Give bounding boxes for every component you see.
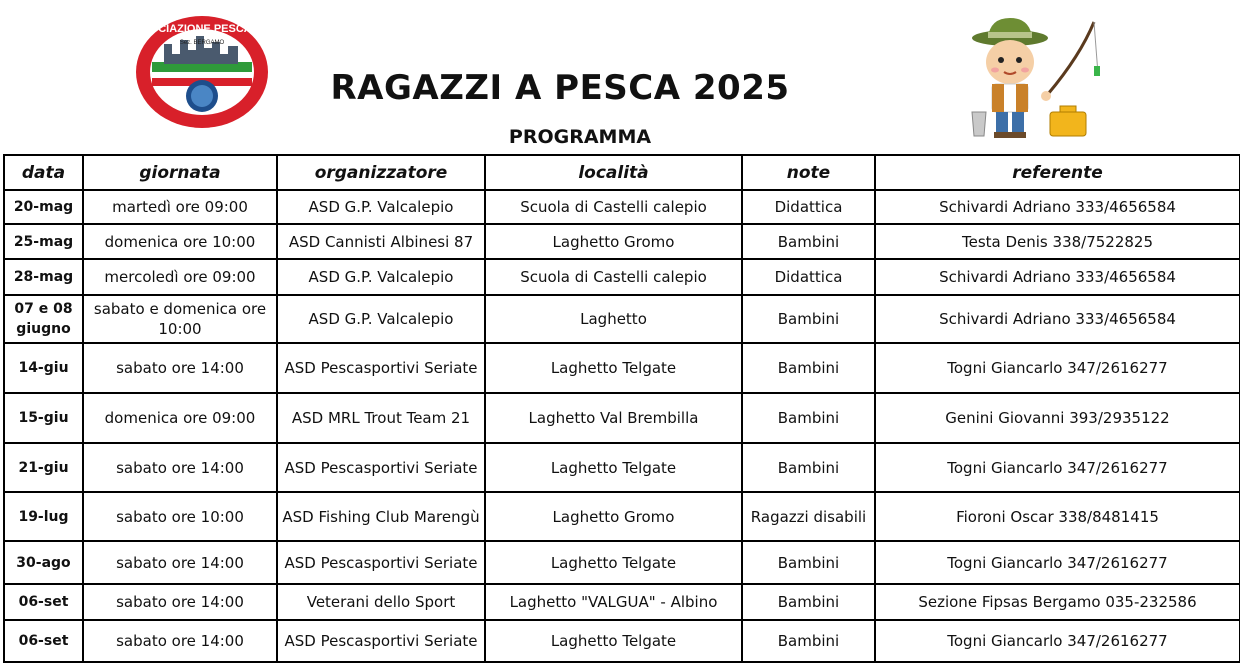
cell-referente: Togni Giancarlo 347/2616277 [875,541,1240,584]
column-header-giornata: giornata [83,155,277,190]
cell-localita: Laghetto Telgate [485,541,742,584]
column-header-localita: località [485,155,742,190]
cell-organizzatore: ASD G.P. Valcalepio [277,259,485,295]
cell-data: 19-lug [4,492,83,541]
cell-organizzatore: ASD G.P. Valcalepio [277,190,485,224]
cell-referente: Schivardi Adriano 333/4656584 [875,190,1240,224]
table-row [4,492,1240,541]
cell-organizzatore: ASD Pescasportivi Seriate [277,541,485,584]
page-subtitle: PROGRAMMA [508,126,652,148]
cell-organizzatore: Veterani dello Sport [277,584,485,620]
cell-data: 06-set [4,620,83,662]
cell-note: Bambini [742,620,875,662]
table-header-row [4,155,1240,190]
table-row [4,443,1240,492]
cell-referente: Fioroni Oscar 338/8481415 [875,492,1240,541]
cell-referente: Schivardi Adriano 333/4656584 [875,259,1240,295]
column-header-referente: referente [875,155,1240,190]
cell-referente: Sezione Fipsas Bergamo 035-232586 [875,584,1240,620]
cell-organizzatore: ASD MRL Trout Team 21 [277,393,485,443]
cell-data: 30-ago [4,541,83,584]
cell-giornata: mercoledì ore 09:00 [83,259,277,295]
cell-note: Ragazzi disabili [742,492,875,541]
cell-note: Didattica [742,190,875,224]
program-table [3,154,1240,663]
cell-giornata: domenica ore 10:00 [83,224,277,259]
cell-giornata: martedì ore 09:00 [83,190,277,224]
cell-data: 25-mag [4,224,83,259]
cell-organizzatore: ASD G.P. Valcalepio [277,295,485,343]
cell-localita: Scuola di Castelli calepio [485,190,742,224]
cell-organizzatore: ASD Cannisti Albinesi 87 [277,224,485,259]
table-row [4,190,1240,224]
cell-data: 07 e 08 giugno [4,295,83,343]
fisherman-child-illustration [970,16,1105,141]
table-row [4,295,1240,343]
cell-localita: Laghetto [485,295,742,343]
cell-data: 15-giu [4,393,83,443]
column-header-note: note [742,155,875,190]
table-row [4,541,1240,584]
cell-referente: Togni Giancarlo 347/2616277 [875,443,1240,492]
cell-referente: Genini Giovanni 393/2935122 [875,393,1240,443]
table-row [4,343,1240,393]
table-row [4,620,1240,662]
table-row [4,224,1240,259]
cell-localita: Laghetto "VALGUA" - Albino [485,584,742,620]
cell-note: Bambini [742,343,875,393]
cell-localita: Laghetto Val Brembilla [485,393,742,443]
cell-note: Bambini [742,393,875,443]
cell-note: Bambini [742,443,875,492]
table-row [4,584,1240,620]
cell-organizzatore: ASD Pescasportivi Seriate [277,620,485,662]
cell-data: 20-mag [4,190,83,224]
cell-localita: Scuola di Castelli calepio [485,259,742,295]
cell-referente: Testa Denis 338/7522825 [875,224,1240,259]
column-header-data: data [4,155,83,190]
logo-text: ASSOCIAZIONE PESCATORI [134,23,270,35]
cell-data: 28-mag [4,259,83,295]
cell-giornata: sabato ore 14:00 [83,343,277,393]
cell-giornata: sabato ore 14:00 [83,443,277,492]
cell-note: Bambini [742,584,875,620]
cell-referente: Schivardi Adriano 333/4656584 [875,295,1240,343]
cell-note: Didattica [742,259,875,295]
cell-note: Bambini [742,295,875,343]
cell-note: Bambini [742,224,875,259]
column-header-organizzatore: organizzatore [277,155,485,190]
logo-subtext: Sez. BERGAMO [179,40,225,46]
cell-data: 06-set [4,584,83,620]
cell-giornata: sabato ore 14:00 [83,620,277,662]
table-row [4,259,1240,295]
cell-localita: Laghetto Telgate [485,443,742,492]
cell-organizzatore: ASD Fishing Club Marengù [277,492,485,541]
association-logo [134,14,270,132]
page-title: RAGAZZI A PESCA 2025 [330,68,790,108]
cell-localita: Laghetto Telgate [485,620,742,662]
cell-organizzatore: ASD Pescasportivi Seriate [277,343,485,393]
cell-data: 14-giu [4,343,83,393]
cell-giornata: sabato ore 10:00 [83,492,277,541]
cell-referente: Togni Giancarlo 347/2616277 [875,620,1240,662]
cell-giornata: sabato e domenica ore 10:00 [83,295,277,343]
cell-referente: Togni Giancarlo 347/2616277 [875,343,1240,393]
cell-note: Bambini [742,541,875,584]
cell-data: 21-giu [4,443,83,492]
cell-giornata: domenica ore 09:00 [83,393,277,443]
cell-localita: Laghetto Gromo [485,224,742,259]
cell-giornata: sabato ore 14:00 [83,584,277,620]
cell-giornata: sabato ore 14:00 [83,541,277,584]
cell-localita: Laghetto Telgate [485,343,742,393]
cell-organizzatore: ASD Pescasportivi Seriate [277,443,485,492]
table-row [4,393,1240,443]
cell-localita: Laghetto Gromo [485,492,742,541]
